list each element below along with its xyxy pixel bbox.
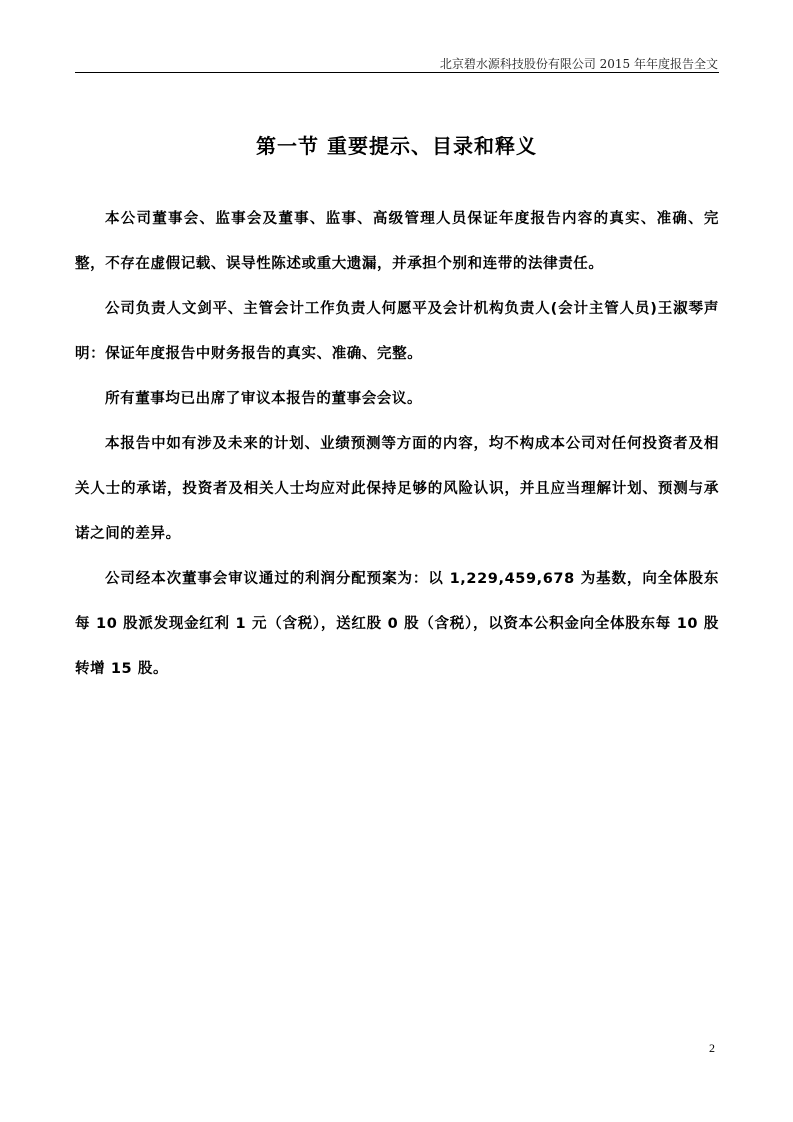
header-rule [75, 72, 719, 73]
paragraph-officer-declaration: 公司负责人文剑平、主管会计工作负责人何愿平及会计机构负责人(会计主管人员)王淑琴声明：保证年度报告中财务报告的真实、准确、完整。 [75, 301, 719, 362]
paragraph-profit-distribution: 公司经本次董事会审议通过的利润分配预案为：以 1,229,459,678 为基数，向全体股东每 10 股派发现金红利 1 元（含税），送红股 0 股（含税），以资本公积金向全体股东每 10 股转增 15 股。 [75, 571, 719, 677]
running-header: 北京碧水源科技股份有限公司 2015 年年度报告全文 [439, 57, 718, 71]
paragraph-board-attendance: 所有董事均已出席了审议本报告的董事会会议。 [105, 391, 423, 407]
page-number: 2 [709, 1041, 715, 1055]
paragraph-forward-looking-disclaimer: 本报告中如有涉及未来的计划、业绩预测等方面的内容，均不构成本公司对任何投资者及相关人士的承诺，投资者及相关人士均应对此保持足够的风险认识，并且应当理解计划、预测与承诺之间的差异。 [75, 436, 719, 542]
section-title: 第一节 重要提示、目录和释义 [256, 134, 537, 158]
paragraph-responsibility-statement: 本公司董事会、监事会及董事、监事、高级管理人员保证年度报告内容的真实、准确、完整，不存在虚假记载、误导性陈述或重大遗漏，并承担个别和连带的法律责任。 [75, 211, 719, 272]
body-text [75, 197, 719, 692]
